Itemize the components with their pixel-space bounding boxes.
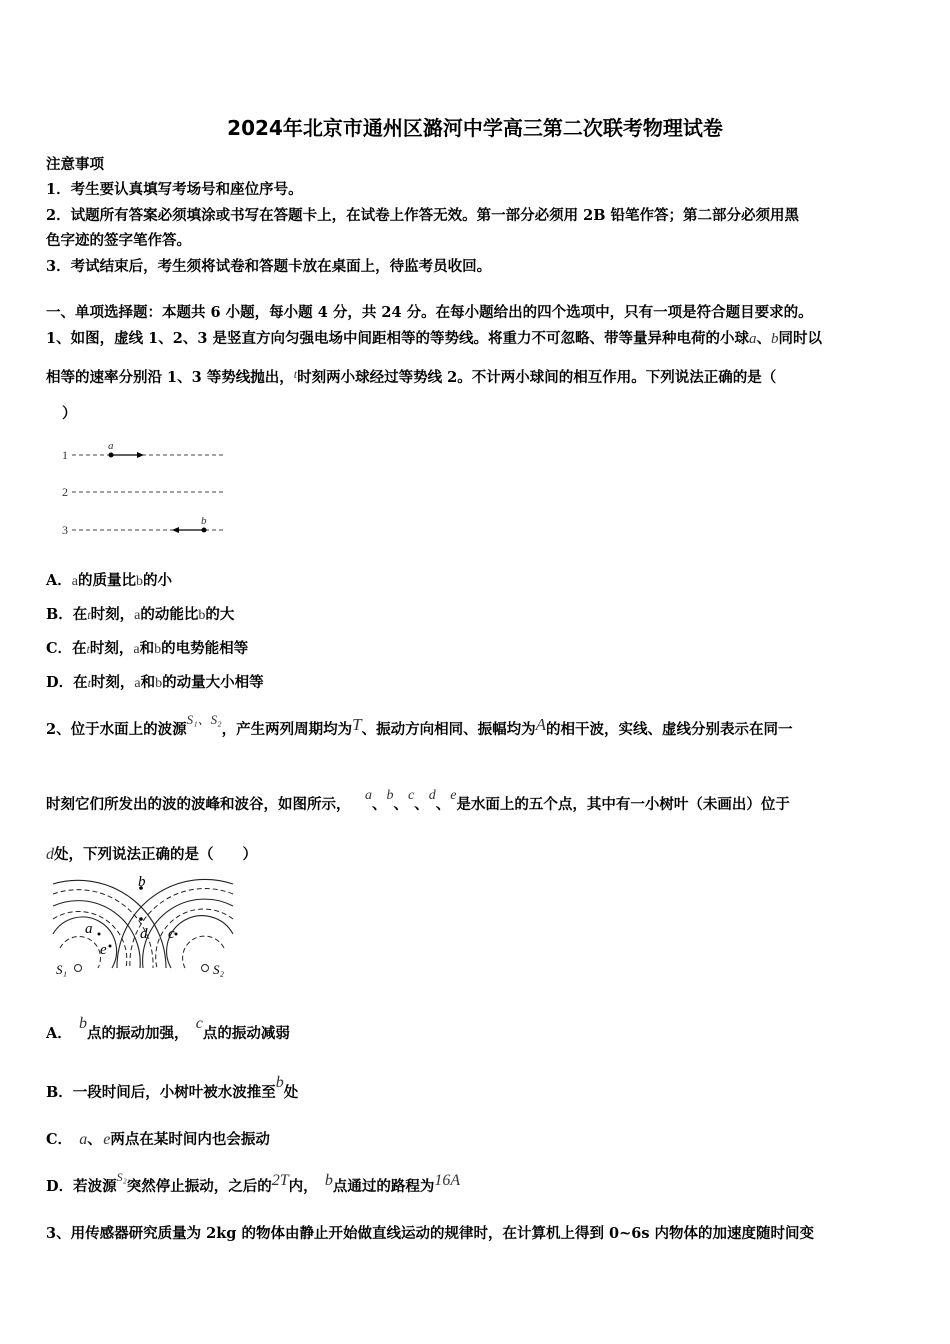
q2-option-d	[46, 1170, 461, 1196]
option-text: 的质量比	[77, 572, 136, 589]
var-point-e: e	[450, 788, 457, 803]
var-t: t	[87, 676, 91, 690]
option-text: B．一段时间后，小树叶被水波推至	[46, 1084, 276, 1101]
q1-text: 1、如图，虚线 1、2、3 是竖直方向匀强电场中间距相等的等势线。将重力不可忽略、带等量异种电荷的小球	[46, 330, 749, 347]
separator: 、	[414, 796, 429, 813]
var-b: b	[135, 574, 143, 589]
point-a	[98, 933, 101, 936]
option-text: 内，	[288, 1178, 318, 1195]
line-label-2: 2	[62, 485, 68, 499]
option-text: 突然停止振动，之后的	[126, 1178, 272, 1195]
option-text: 时刻，	[90, 674, 135, 691]
q2-option-c	[46, 1128, 270, 1149]
var-2t: 2T	[271, 1172, 289, 1189]
option-text: 的大	[205, 606, 235, 623]
var-point-d: d	[428, 788, 436, 803]
option-text: 时刻，	[90, 606, 135, 623]
var-point-b: b	[386, 788, 394, 803]
separator: 、	[393, 796, 408, 813]
q1-option-c	[46, 637, 248, 658]
separator: 、	[372, 796, 387, 813]
q2-text: 时刻它们所发出的波的波峰和波谷，如图所示，	[46, 796, 351, 813]
q1-figure	[60, 438, 235, 543]
q2-text: 的相干波，实线、虚线分别表示在同一	[546, 721, 793, 738]
point-e	[109, 945, 112, 948]
option-text: 处	[283, 1084, 299, 1101]
var-point-b: b	[324, 1172, 333, 1189]
label-e: e	[100, 942, 107, 958]
var-b: b	[770, 331, 779, 347]
var-amplitude: A	[535, 715, 546, 734]
label-a: a	[85, 921, 93, 937]
q2-text: ，产生两列周期均为	[221, 721, 353, 738]
var-s1-s2: S₁、S₂	[186, 712, 222, 727]
option-label: A．	[46, 572, 72, 589]
q2-line1	[46, 712, 793, 739]
option-text: 点的振动减弱	[202, 1025, 290, 1042]
var-t: t	[293, 367, 298, 381]
q2-text: 2、位于水面上的波源	[46, 721, 187, 738]
var-point-b: b	[79, 1015, 88, 1032]
q3-line1: 3、用传感器研究质量为 2kg 的物体由静止开始做直线运动的规律时，在计算机上得到 0~6s 内物体的加速度随时间变	[46, 1225, 815, 1242]
notice-item: 1．考生要认真填写考场号和座位序号。	[46, 181, 303, 198]
option-text: 两点在某时间内也会振动	[110, 1131, 270, 1148]
q1-option-b	[46, 603, 234, 624]
option-label: C．	[46, 1131, 73, 1148]
ball-b	[202, 528, 207, 533]
section-heading: 一、单项选择题：本题共 6 小题，每小题 4 分，共 24 分。在每小题给出的四个选项中，只有一项是符合题目要求的。	[46, 304, 813, 321]
wave-crest-s2	[167, 916, 233, 968]
label-s1: S₁	[56, 962, 68, 977]
ball-a	[109, 453, 114, 458]
label-s2: S₂	[213, 962, 225, 977]
q2-figure	[48, 872, 238, 987]
option-label: A．	[46, 1025, 72, 1042]
label-c: c	[168, 926, 175, 942]
var-t: t	[87, 608, 91, 622]
var-a: a	[134, 676, 141, 691]
q1-line3: ）	[62, 405, 77, 422]
option-text: 的电势能相等	[161, 640, 249, 657]
separator: 、	[87, 1131, 102, 1148]
label-d: d	[140, 926, 148, 942]
q2-line3	[46, 843, 257, 864]
notice-heading: 注意事项	[46, 156, 104, 173]
wave-crest-s2	[117, 879, 233, 968]
var-t: t	[86, 642, 90, 656]
notice-item: 2．试题所有答案必须填涂或书写在答题卡上，在试卷上作答无效。第一部分必须用 2B 铅笔作答；第二部分必须用黑	[46, 207, 800, 224]
option-text: 点通过的路程为	[332, 1178, 435, 1195]
var-point-c: c	[195, 1015, 203, 1032]
point-c	[175, 933, 178, 936]
label-b: b	[138, 874, 146, 890]
notice-item: 色字迹的签字笔作答。	[46, 232, 191, 249]
q1-line1	[46, 327, 822, 348]
option-text: 的动量大小相等	[162, 674, 264, 691]
option-text: 和	[139, 640, 155, 657]
var-point-d: d	[46, 846, 54, 863]
line-label-3: 3	[62, 523, 68, 537]
q2-text: 处，下列说法正确的是（ ）	[54, 846, 257, 863]
option-text: 点的振动加强，	[87, 1025, 189, 1042]
var-b: b	[154, 642, 162, 657]
point-d	[139, 917, 143, 921]
var-point-c: c	[408, 788, 415, 803]
arrowhead-b	[172, 527, 179, 533]
var-a: a	[133, 642, 140, 657]
option-text: D．若波源	[46, 1178, 117, 1195]
ball-label-a: a	[108, 440, 114, 452]
source-s1	[75, 965, 82, 972]
q2-option-a	[46, 1015, 290, 1043]
var-s2: S₂	[116, 1170, 127, 1184]
var-point-b: b	[275, 1074, 284, 1091]
option-text: 的小	[142, 572, 172, 589]
var-point-e: e	[103, 1131, 111, 1148]
var-a: a	[748, 331, 757, 347]
page-title: 2024年北京市通州区潞河中学高三第二次联考物理试卷	[227, 116, 723, 140]
var-b: b	[155, 676, 163, 691]
source-s2	[202, 965, 209, 972]
var-a: a	[71, 574, 78, 589]
separator: 、	[435, 796, 451, 813]
q1-line2	[46, 366, 776, 387]
notice-item: 3．考试结束后，考生须将试卷和答题卡放在桌面上，待监考员收回。	[46, 258, 492, 275]
var-b: b	[198, 608, 206, 623]
var-a: a	[134, 608, 141, 623]
q2-text: 是水面上的五个点，其中有一小树叶（未画出）位于	[456, 796, 790, 813]
q1-text: 、	[756, 330, 771, 347]
q2-text: 、振动方向相同、振幅均为	[361, 721, 536, 738]
q1-option-a	[46, 569, 172, 590]
var-point-a: a	[365, 788, 372, 803]
q2-line2	[46, 788, 790, 814]
q2-option-b	[46, 1074, 299, 1102]
wave-crest-s1	[53, 880, 166, 968]
q1-text: 时刻两小球经过等势线 2。不计两小球间的相互作用。下列说法正确的是（	[297, 369, 777, 386]
q1-text: 同时以	[778, 330, 822, 347]
q1-text: 相等的速率分别沿 1、3 等势线抛出，	[46, 369, 294, 386]
arrowhead-a	[137, 452, 144, 458]
option-text: 的动能比	[140, 606, 199, 623]
option-label: D．在	[46, 674, 88, 691]
option-label: C．在	[46, 640, 87, 657]
option-text: 和	[140, 674, 156, 691]
option-text: 时刻，	[89, 640, 134, 657]
option-label: B．在	[46, 606, 88, 623]
var-point-a: a	[79, 1131, 88, 1148]
var-period: T	[352, 715, 362, 734]
line-label-1: 1	[62, 448, 68, 462]
ball-label-b: b	[201, 515, 207, 527]
q1-option-d	[46, 671, 264, 692]
var-16a: 16A	[434, 1172, 461, 1189]
